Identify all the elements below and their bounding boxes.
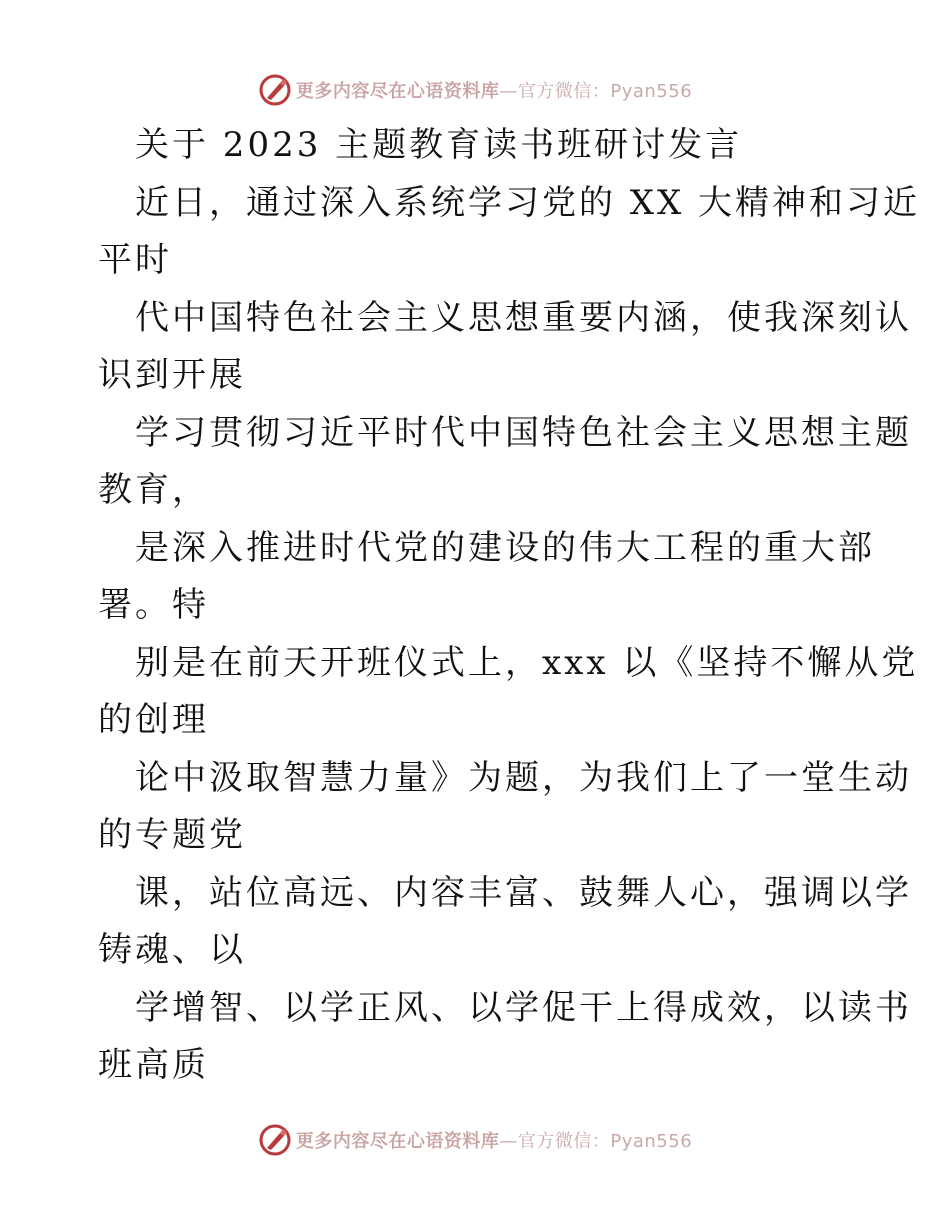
text-line: 近日，通过深入系统学习党的 XX 大精神和习近 (135, 182, 921, 223)
watermark-title: 更多内容尽在心语资料库 (295, 81, 500, 102)
text-line: 课，站位高远、内容丰富、鼓舞人心，强调以学 (135, 872, 912, 913)
pen-logo-icon (258, 73, 292, 107)
text-line: 是深入推进时代党的建设的伟大工程的重大部 (135, 527, 875, 568)
text-line: 代中国特色社会主义思想重要内涵，使我深刻认 (135, 297, 912, 338)
text-line: 学习贯彻习近平时代中国特色社会主义思想主题 (135, 412, 912, 453)
text-line: 论中汲取智慧力量》为题，为我们上了一堂生动 (135, 757, 912, 798)
watermark-title: 更多内容尽在心语资料库 (295, 1131, 500, 1152)
text-line: 识到开展 (98, 355, 246, 395)
watermark-contact: —官方微信：Pyan556 (499, 81, 693, 102)
text-line: 的专题党 (98, 815, 246, 855)
header-watermark (0, 70, 950, 110)
text-line: 铸魂、以 (98, 930, 246, 970)
document-body (0, 117, 950, 1095)
document-title: 关于 2023 主题教育读书班研讨发言 (135, 125, 743, 165)
text-line: 教育， (98, 470, 209, 510)
text-line: 署。特 (98, 585, 209, 625)
text-line: 的创理 (98, 700, 209, 740)
watermark-contact: —官方微信：Pyan556 (499, 1131, 693, 1152)
pen-logo-icon (258, 1123, 292, 1157)
text-line: 平时 (98, 240, 172, 280)
text-line: 别是在前天开班仪式上，xxx 以《坚持不懈从党 (135, 642, 919, 683)
text-line: 学增智、以学正风、以学促干上得成效，以读书 (135, 987, 912, 1028)
text-line: 班高质 (98, 1045, 209, 1085)
footer-watermark (0, 1120, 950, 1160)
